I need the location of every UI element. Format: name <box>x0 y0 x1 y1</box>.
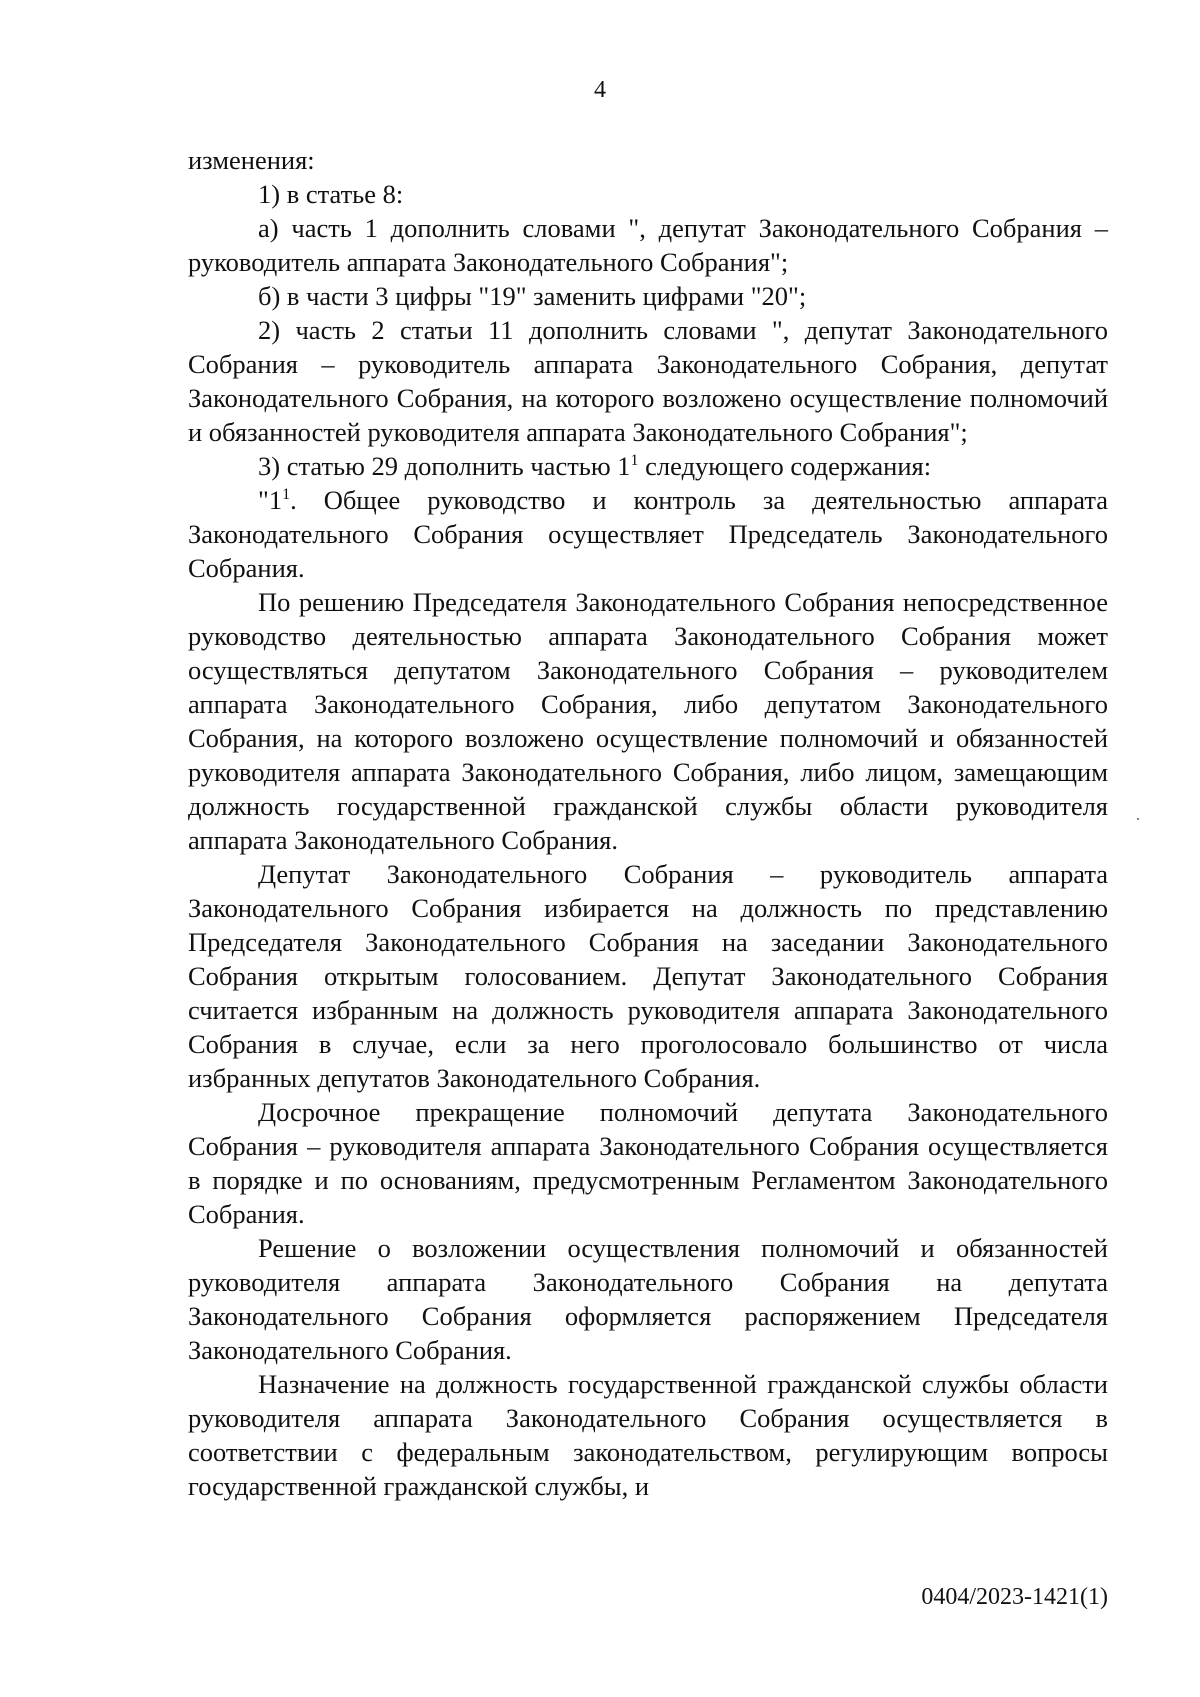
paragraph-assignment-decision: Решение о возложении осуществления полномочий и обязанностей руководителя аппарата Законодательного Собрания на депутата Законодательного Собрания оформляется распоряжением Председателя Законодательного Собрания. <box>188 1233 1108 1365</box>
paragraph-item-1: 1) в статье 8: <box>258 179 404 209</box>
page-number: 4 <box>594 77 606 103</box>
paragraph-early-termination: Досрочное прекращение полномочий депутата Законодательного Собрания – руководителя аппарата Законодательного Собрания осуществляется в порядке и по основаниям, предусмотренным Регламентом Законодательного Собрания. <box>188 1097 1108 1229</box>
paragraph-part-1-1 <box>188 483 1108 585</box>
paragraph-item-3 <box>188 449 1108 483</box>
paragraph-direct-management: По решению Председателя Законодательного Собрания непосредственное руководство деятельностью аппарата Законодательного Собрания может осуществляться депутатом Законодательного Собрания – руководителем аппарата Законодательного Собрания, либо депутатом Законодательного Собрания, на которого возложено осуществление полномочий и обязанностей руководителя аппарата Законодательного Собрания, либо лицом, замещающим должность государственной гражданской службы области руководителя аппарата Законодательного Собрания. <box>188 587 1108 855</box>
superscript: 1 <box>630 452 639 470</box>
paragraph-item-2: 2) часть 2 статьи 11 дополнить словами ", депутат Законодательного Собрания – руководитель аппарата Законодательного Собрания, депутат Законодательного Собрания, на которого возложено осуществление полномочий и обязанностей руководителя аппарата Законодательного Собрания"; <box>188 315 1108 447</box>
superscript: 1 <box>282 486 291 504</box>
scan-artifact <box>1137 818 1139 820</box>
paragraph-item-1b: б) в части 3 цифры "19" заменить цифрами "20"; <box>258 281 807 311</box>
document-body <box>188 143 1108 1503</box>
paragraph-changes-intro: изменения: <box>188 145 315 175</box>
paragraph-election: Депутат Законодательного Собрания – руководитель аппарата Законодательного Собрания избирается на должность по представлению Председателя Законодательного Собрания на заседании Законодательного Собрания открытым голосованием. Депутат Законодательного Собрания считается избранным на должность руководителя аппарата Законодательного Собрания в случае, если за него проголосовало большинство от числа избранных депутатов Законодательного Собрания. <box>188 859 1108 1093</box>
paragraph-appointment: Назначение на должность государственной гражданской службы области руководителя аппарата Законодательного Собрания осуществляется в соответствии с федеральным законодательством, регулирующим вопросы государственной гражданской службы, и <box>188 1369 1108 1501</box>
paragraph-item-3-text: 3) статью 29 дополнить частью 1 <box>258 451 631 481</box>
paragraph-item-3-tail: следующего содержания: <box>638 451 932 481</box>
paragraph-item-1a: а) часть 1 дополнить словами ", депутат Законодательного Собрания – руководитель аппарата Законодательного Собрания"; <box>188 213 1108 277</box>
paragraph-part-1-1-text: . Общее руководство и контроль за деятельностью аппарата Законодательного Собрания осуществляет Председатель Законодательного Собрания. <box>188 485 1108 583</box>
document-code: 0404/2023-1421(1) <box>921 1584 1108 1610</box>
paragraph-part-1-1-start: "1 <box>258 485 283 515</box>
